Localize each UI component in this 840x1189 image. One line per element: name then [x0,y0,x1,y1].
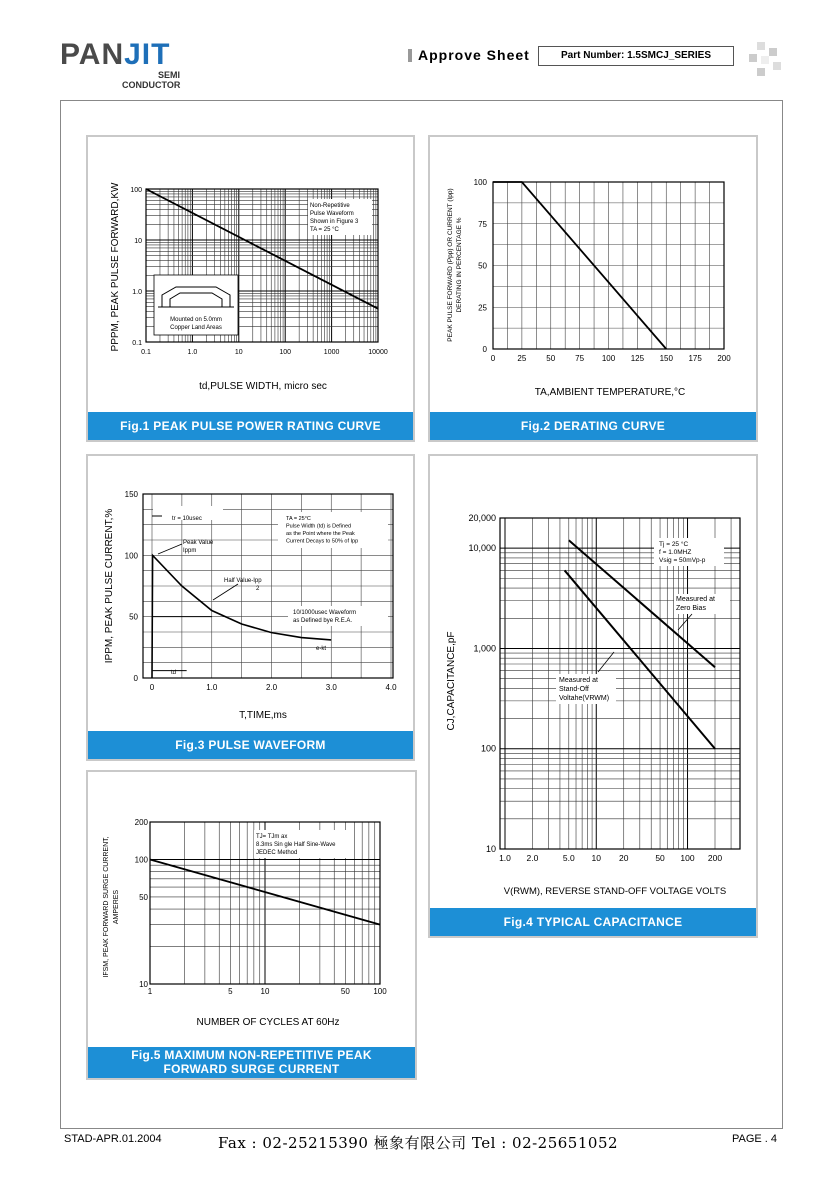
fig1-xtick: 10000 [368,349,388,356]
fig4-xtick: 5.0 [562,853,575,863]
fig4-standoff-0: Measured at [559,677,598,684]
fig4-standoff-2: Voltahe(VRWM) [559,695,610,702]
fig3-ylabel: IPPM, PEAK PULSE CURRENT,% [104,508,115,664]
fig5-ytick: 50 [139,892,148,902]
fig2-xlabel: TA,AMBIENT TEMPERATURE,°C [534,387,686,398]
footer-page: PAGE . 4 [732,1133,778,1145]
fig1-ytick: 10 [134,238,142,245]
fig1-panel [86,135,415,442]
fig2-xtick: 175 [688,354,702,363]
fig3-conditions-0: TA = 25°C [286,516,311,522]
fig4-chart [430,456,760,912]
fig1-xtick: 0.1 [141,349,151,356]
fig2-xtick: 150 [659,354,673,363]
fig3-xtick: 4.0 [385,683,397,692]
fig4-xtick: 20 [619,853,629,863]
fig3-peak-0: Peak Value [183,540,214,546]
fig4-conditions-1: f = 1.0MHZ [659,549,692,556]
fig1-ylabel: PPPM, PEAK PULSE FORWARD,KW [110,182,121,352]
fig3-waveform-1: as Defined bye R.E.A. [293,618,353,624]
fig5-xtick: 1 [147,987,153,996]
fig3-conditions-3: Current Decays to 50% of Ipp [286,538,359,545]
fig1-ytick: 100 [130,187,142,194]
logo-conductor: CONDUCTOR [122,80,181,90]
fig2-ytick: 0 [482,345,487,354]
fig2-ytick: 50 [478,261,487,271]
part-number-box: Part Number: 1.5SMCJ_SERIES [538,46,734,66]
fig3-ekt: e-kt [316,646,327,652]
fig5-ytick: 200 [134,818,148,827]
fig3-ytick: 150 [124,490,138,499]
fig5-xtick: 5 [228,987,233,996]
fig4-xtick: 100 [680,853,695,863]
fig2-xtick: 0 [490,354,496,363]
fig1-ytick: 0.1 [132,340,142,347]
fig5-caption-line2: FORWARD SURGE CURRENT [163,1062,340,1076]
fig1-inset-text-0: Mounted on 5.0mm [170,317,222,323]
logo-jit: JIT [124,38,171,71]
fig4-xtick: 2.0 [526,853,539,863]
fig3-half-value-den: 2 [256,586,260,592]
fig2-xtick: 75 [575,354,585,363]
fig4-standoff-1: Stand-Off [559,686,589,693]
fig3-ytick: 50 [129,612,138,622]
fig1-inset-text-1: Copper Land Areas [170,325,222,331]
fig3-xlabel: T,TIME,ms [239,710,287,721]
fig4-zero-bias-1: Zero Bias [676,605,706,612]
fig1-xtick: 100 [279,349,292,356]
fig5-ylabel2: AMPERES [113,889,120,925]
fig3-ytick: 0 [133,674,138,683]
fig3-half-pointer [213,584,238,600]
fig4-xtick: 10 [591,853,601,863]
fig2-ytick: 75 [478,219,487,229]
fig2-xtick: 25 [517,354,527,363]
fig3-peak-pointer [158,544,182,554]
fig4-ytick: 100 [480,743,496,754]
fig3-panel [86,454,415,761]
fig4-panel [428,454,758,938]
fig4-xlabel: V(RWM), REVERSE STAND-OFF VOLTAGE VOLTS [503,886,727,897]
fig5-conditions-2: JEDEC Method [256,850,298,856]
fig3-chart [88,456,417,736]
fig3-waveform-0: 10/1000usec Waveform [293,610,357,616]
fig4-zero-bias-0: Measured at [676,596,715,603]
page-title: Approve Sheet [418,47,530,63]
fig2-ylabel1: PEAK PULSE FORWARD (Ppp) OR CURRENT (Ipp) [447,188,454,342]
fig4-conditions-2: Vsig = 50mVp-p [659,557,706,564]
fig3-conditions-2: as the Point where the Peak [286,531,355,537]
fig2-xtick: 200 [717,354,731,363]
fig5-xlabel: NUMBER OF CYCLES AT 60Hz [196,1017,340,1028]
fig5-xtick: 10 [260,987,270,996]
fig1-xtick: 1.0 [187,349,198,356]
fig3-conditions-1: Pulse Width (td) is Defined [286,523,352,530]
fig4-xtick: 200 [707,853,723,863]
fig2-ytick: 100 [473,178,487,187]
fig4-xtick: 1.0 [499,853,511,863]
fig1-caption: Fig.1 PEAK PULSE POWER RATING CURVE [88,412,413,440]
title-bar-mark [408,49,412,62]
fig4-ytick: 10,000 [468,543,496,554]
fig4-standoff-pointer [598,652,614,672]
fig4-caption: Fig.4 TYPICAL CAPACITANCE [430,908,756,936]
fig5-conditions-0: TJ= TJm ax [256,834,288,840]
fig3-caption: Fig.3 PULSE WAVEFORM [88,731,413,759]
fig5-xtick: 50 [340,987,350,996]
fig1-xlabel: td,PULSE WIDTH, micro sec [199,381,327,392]
fig3-half-value: Half Value-Ipp [224,578,262,584]
fig4-ytick: 1,000 [473,643,496,654]
fig3-tr-label: tr = 10usec [172,516,202,522]
fig1-xtick: 1000 [323,349,340,356]
fig5-caption-line1: Fig.5 MAXIMUM NON-REPETITIVE PEAK [131,1048,372,1062]
fig4-ytick: 10 [485,844,496,854]
fig1-chart [88,137,417,417]
fig5-ytick: 100 [134,855,148,865]
fig3-peak-1: Ippm [183,548,197,554]
fig3-xtick: 2.0 [265,683,278,692]
fig5-ylabel1: IFSM, PEAK FORWARD SURGE CURRENT, [103,836,110,978]
fig2-ylabel2: DERATING IN PERCENTAGE % [456,217,463,313]
checker-decoration [745,42,781,78]
fig5-xtick: 100 [373,987,387,996]
fig3-xtick: 3.0 [325,683,337,692]
fig2-xtick: 100 [601,354,616,363]
fig4-xtick: 50 [655,853,665,863]
fig5-panel [86,770,417,1080]
fig2-ytick: 25 [478,303,487,313]
fig2-chart [430,137,760,417]
fig2-xtick: 50 [546,354,556,363]
footer-contact: Fax : 02-25215390 極象有限公司 Tel : 02-25651052 [218,1134,619,1152]
footer-date: STAD-APR.01.2004 [64,1133,162,1145]
fig1-note-0: Non-Repetitive [310,203,350,209]
fig1-note-3: TA = 25 °C [310,227,339,233]
fig1-note-2: Shown in Figure 3 [310,219,359,225]
fig5-chart [88,772,419,1052]
fig3-xtick: 1.0 [206,683,218,692]
panjit-logo [60,38,200,90]
fig4-ytick: 20,000 [468,513,496,523]
fig5-conditions-1: 8.3ms Sin gle Half Sine-Wave [256,842,336,848]
fig2-caption: Fig.2 DERATING CURVE [430,412,756,440]
fig4-conditions-0: Tj = 25 °C [659,541,689,548]
logo-semi: SEMI [158,70,181,80]
fig2-xtick: 125 [630,354,645,363]
fig4-ylabel: CJ,CAPACITANCE,pF [446,631,457,731]
fig1-xtick: 10 [234,349,243,356]
fig3-td: td [171,670,177,676]
fig4-zero-pointer [678,614,692,630]
logo-pan: PAN [60,38,125,71]
fig2-panel [428,135,758,442]
fig3-ytick: 100 [124,551,138,561]
fig3-xtick: 0 [149,683,155,692]
fig4-plot-border [500,518,740,849]
fig5-ytick: 10 [139,980,148,989]
fig1-note-1: Pulse Waveform [310,211,354,217]
fig1-ytick: 1.0 [132,289,142,296]
fig5-caption [88,1047,415,1078]
